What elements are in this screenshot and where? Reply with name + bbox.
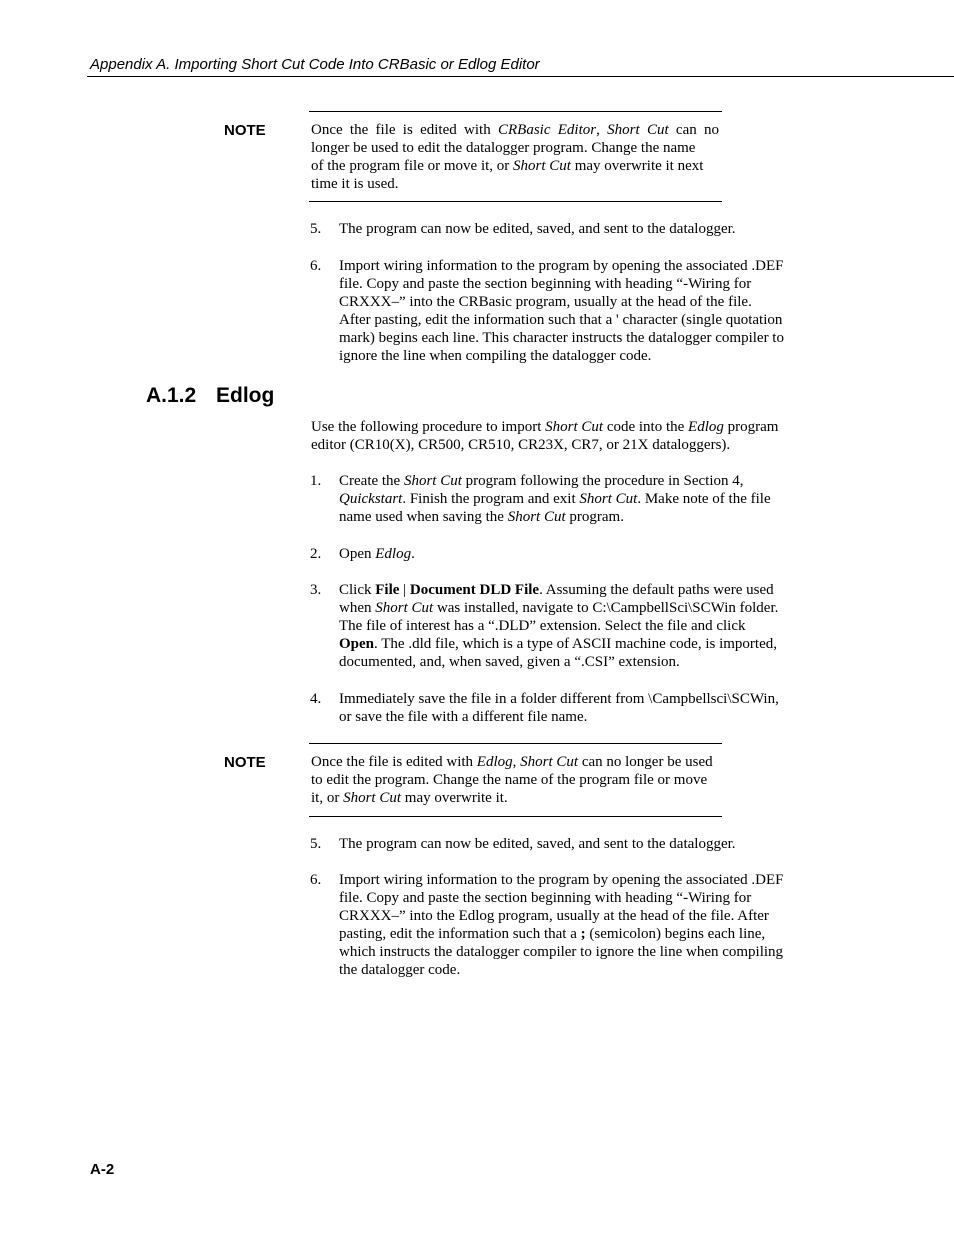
item-body — [339, 220, 736, 238]
item-body — [339, 257, 784, 365]
item-line: file. Copy and paste the section beginning with heading “-Wiring for — [339, 890, 752, 906]
item-body — [339, 835, 736, 853]
note-label: NOTE — [224, 122, 266, 139]
item-line: CRXXX–” into the Edlog program, usually at the head of the file. After — [339, 908, 769, 924]
item-line: pasting, edit the information such that a ; (semicolon) begins each line, — [339, 926, 766, 942]
note-line: of the program file or move it, or Short Cut may overwrite it next — [311, 158, 704, 174]
note-text — [311, 753, 713, 807]
item-body — [339, 690, 779, 726]
item-line: file. Copy and paste the section beginning with heading “-Wiring for — [339, 276, 752, 292]
note-line: time it is used. — [311, 176, 399, 192]
item-body — [339, 545, 415, 563]
intro-paragraph — [311, 418, 778, 454]
header-rule — [87, 76, 954, 77]
item-line: ignore the line when compiling the datalogger code. — [339, 348, 652, 364]
item-line: Open. The .dld file, which is a type of ASCII machine code, is imported, — [339, 636, 777, 652]
note-text — [311, 121, 719, 193]
item-number: 5. — [310, 221, 322, 237]
section-heading — [146, 383, 274, 408]
item-line: CRXXX–” into the CRBasic program, usually at the head of the file. — [339, 294, 752, 310]
item-body — [339, 472, 771, 526]
note-line: to edit the program. Change the name of the program file or move — [311, 772, 708, 788]
item-body — [339, 871, 784, 979]
item-number: 6. — [310, 258, 322, 274]
note-line: it, or Short Cut may overwrite it. — [311, 790, 508, 806]
item-line: The program can now be edited, saved, and sent to the datalogger. — [339, 221, 736, 237]
item-line: Open Edlog. — [339, 546, 415, 562]
item-line: the datalogger code. — [339, 962, 461, 978]
item-line: when Short Cut was installed, navigate to C:\CampbellSci\SCWin folder. — [339, 600, 779, 616]
item-number: 6. — [310, 872, 322, 888]
item-line: Create the Short Cut program following the procedure in Section 4, — [339, 473, 744, 489]
item-line: Import wiring information to the program by opening the associated .DEF — [339, 872, 784, 888]
note-label: NOTE — [224, 754, 266, 771]
item-line: The file of interest has a “.DLD” extension. Select the file and click — [339, 618, 746, 634]
note-line: longer be used to edit the datalogger program. Change the name — [311, 140, 696, 156]
item-number: 2. — [310, 546, 322, 562]
item-line: Import wiring information to the program by opening the associated .DEF — [339, 258, 784, 274]
item-number: 5. — [310, 836, 322, 852]
note-line: Once the file is edited with Edlog, Short Cut can no longer be used — [311, 754, 713, 770]
item-line: Quickstart. Finish the program and exit Short Cut. Make note of the file — [339, 491, 771, 507]
item-number: 4. — [310, 691, 322, 707]
running-header: Appendix A. Importing Short Cut Code Into CRBasic or Edlog Editor — [90, 56, 540, 73]
item-number: 1. — [310, 473, 322, 489]
section-number: A.1.2 — [146, 384, 197, 407]
item-line: Immediately save the file in a folder different from \Campbellsci\SCWin, — [339, 691, 779, 707]
item-line: Click File | Document DLD File. Assuming the default paths were used — [339, 582, 774, 598]
item-line: or save the file with a different file name. — [339, 709, 588, 725]
item-line: name used when saving the Short Cut program. — [339, 509, 624, 525]
item-line: mark) begins each line. This character instructs the datalogger compiler to — [339, 330, 784, 346]
page-number: A-2 — [90, 1161, 115, 1178]
note-line: Once the file is edited with CRBasic Editor, Short Cut can no — [311, 122, 720, 138]
item-body — [339, 581, 778, 671]
item-line: After pasting, edit the information such that a ' character (single quotation — [339, 312, 783, 328]
section-title: Edlog — [216, 384, 275, 407]
para-line: editor (CR10(X), CR500, CR510, CR23X, CR7, or 21X dataloggers). — [311, 437, 731, 453]
item-line: The program can now be edited, saved, and sent to the datalogger. — [339, 836, 736, 852]
para-line: Use the following procedure to import Short Cut code into the Edlog program — [311, 419, 779, 435]
item-line: which instructs the datalogger compiler to ignore the line when compiling — [339, 944, 784, 960]
item-line: documented, and, when saved, given a “.CSI” extension. — [339, 654, 680, 670]
item-number: 3. — [310, 582, 322, 598]
